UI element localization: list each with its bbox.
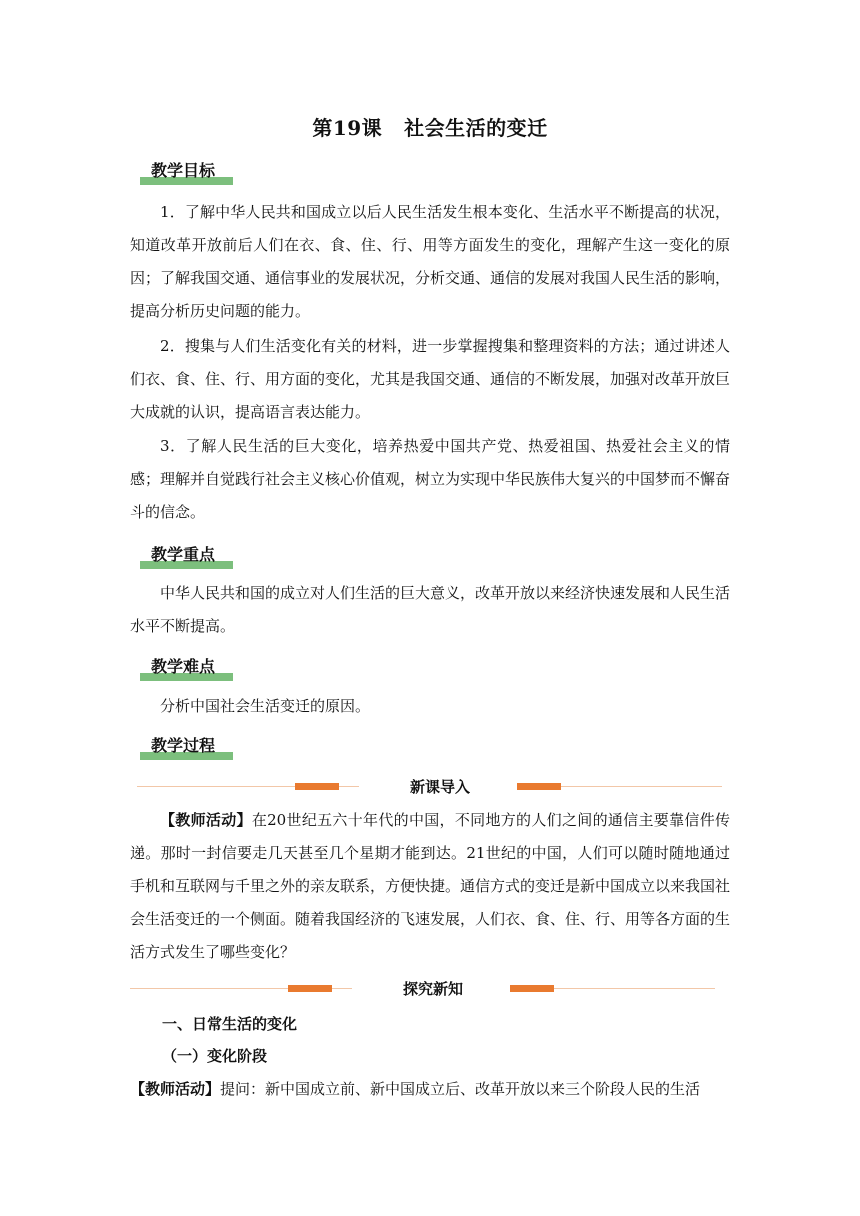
- divider-block-left: [295, 783, 339, 790]
- section-heading-difficulties: [140, 657, 233, 681]
- activity-paragraph: [130, 1073, 730, 1106]
- intro-paragraph: [130, 804, 730, 969]
- section-heading-process: [140, 736, 233, 760]
- divider-label: 探究新知: [352, 979, 514, 999]
- teacher-activity-tag: 【教师活动】: [160, 811, 252, 829]
- lesson-name: 社会生活的变迁: [404, 116, 548, 140]
- divider-block-right: [517, 783, 561, 790]
- divider-block-left: [288, 985, 332, 992]
- divider-new-lesson-intro: [137, 777, 722, 797]
- activity-text: 提问：新中国成立前、新中国成立后、改革开放以来三个阶段人民的生活: [220, 1080, 701, 1098]
- lesson-number: 第19课: [312, 116, 383, 140]
- goal-paragraph-2: 2．搜集与人们生活变化有关的材料，进一步掌握搜集和整理资料的方法；通过讲述人们衣、食、住、行、用方面的变化，尤其是我国交通、通信的不断发展，加强对改革开放巨大成就的认识，提高语言表达能力。: [130, 337, 731, 421]
- section-heading-goals: [140, 161, 233, 185]
- section-label: 教学重点: [151, 545, 216, 564]
- difficulties-paragraph: 分析中国社会生活变迁的原因。: [160, 697, 371, 715]
- section-label: 教学难点: [151, 657, 216, 676]
- section-heading-key-points: [140, 545, 233, 569]
- key-points-paragraph: 中华人民共和国的成立对人们生活的巨大意义，改革开放以来经济快速发展和人民生活水平不断提高。: [130, 584, 731, 635]
- divider-block-right: [510, 985, 554, 992]
- section-label: 教学过程: [151, 736, 216, 755]
- teacher-activity-tag: 【教师活动】: [130, 1080, 221, 1098]
- divider-explore-new-knowledge: [130, 979, 715, 999]
- intro-text: 在20世纪五六十年代的中国，不同地方的人们之间的通信主要靠信件传递。那时一封信要走几天甚至几个星期才能到达。21世纪的中国，人们可以随时随地通过手机和互联网与千里之外的亲友联系，方便快捷。通信方式的变迁是新中国成立以来我国社会生活变迁的一个侧面。随着我国经济的飞速发展，人们衣、食、住、行、用等各方面的生活方式发生了哪些变化？: [130, 811, 731, 961]
- goal-paragraph-1: 1．了解中华人民共和国成立以后人民生活发生根本变化、生活水平不断提高的状况，知道改革开放前后人们在衣、食、住、行、用等方面发生的变化，理解产生这一变化的原因；了解我国交通、通信事业的发展状况，分析交通、通信的发展对我国人民生活的影响，提高分析历史问题的能力。: [130, 203, 731, 320]
- heading-daily-life-changes: 一、日常生活的变化: [162, 1015, 298, 1033]
- section-label: 教学目标: [151, 161, 216, 180]
- divider-label: 新课导入: [359, 777, 521, 797]
- page-title: [0, 112, 860, 141]
- heading-change-stages: （一）变化阶段: [162, 1047, 268, 1065]
- goal-paragraph-3: 3．了解人民生活的巨大变化，培养热爱中国共产党、热爱祖国、热爱社会主义的情感；理解并自觉践行社会主义核心价值观，树立为实现中华民族伟大复兴的中国梦而不懈奋斗的信念。: [130, 437, 731, 521]
